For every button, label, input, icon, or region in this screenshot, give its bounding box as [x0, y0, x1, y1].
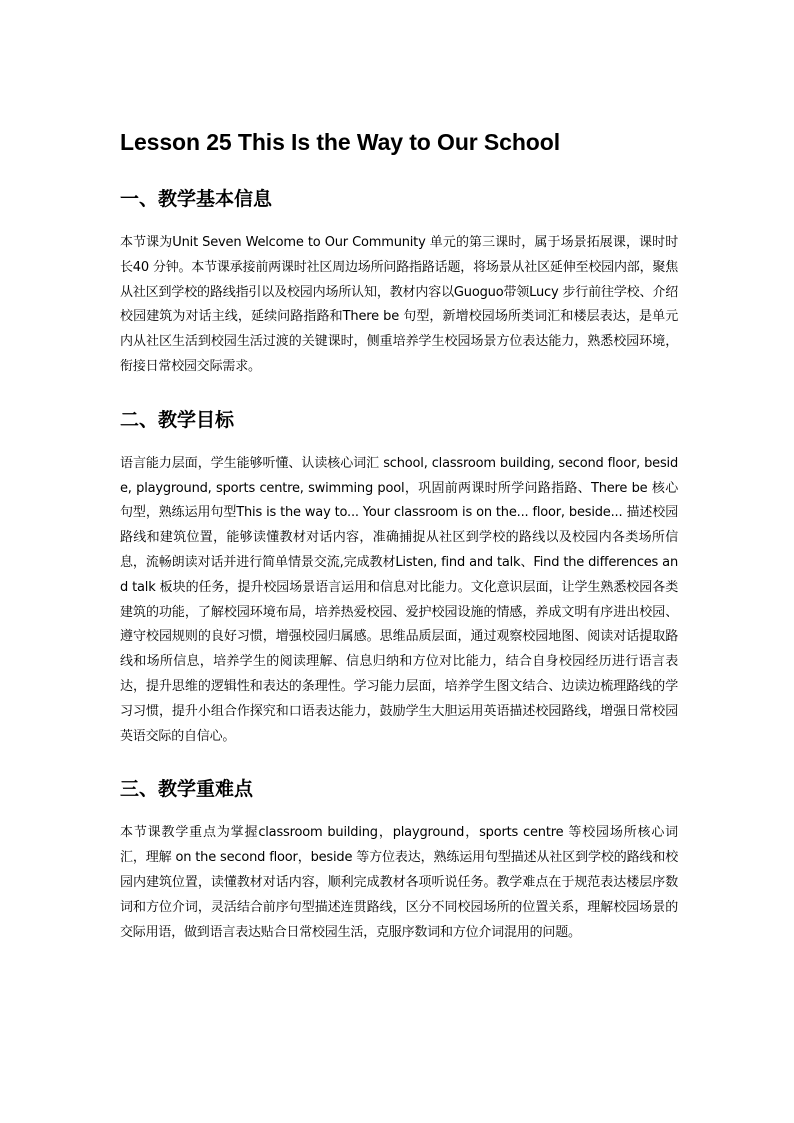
section-objectives [120, 406, 678, 750]
document-title: Lesson 25 This Is the Way to Our School [120, 129, 560, 155]
section-body-key-points: 本节课教学重点为掌握classroom building，playground，sports centre 等校园场所核心词汇，理解 on the second floor，beside 等方位表达，熟练运用句型描述从社区到学校的路线和校园内建筑位置，读懂教材对话内容，顺利完成教材各项听说任务。教学难点在于规范表达楼层序数词和方位介词，灵活结合前序句型描述连贯路线，区分不同校园场所的位置关系，理解校园场景的交际用语，做到语言表达贴合日常校园生活，克服序数词和方位介词混用的问题。 [120, 825, 678, 940]
section-basic-info [120, 185, 678, 380]
section-heading-basic-info: 一、教学基本信息 [120, 188, 273, 210]
section-heading-key-points: 三、教学重难点 [120, 778, 254, 801]
section-key-points [120, 775, 678, 945]
section-body-basic-info: 本节课为Unit Seven Welcome to Our Community 单元的第三课时，属于场景拓展课，课时时长40 分钟。本节课承接前两课时社区周边场所问路指路话题，将场景从社区延伸至校园内部，聚焦从社区到学校的路线指引以及校园内场所认知，教材内容以Guoguo带领Lucy 步行前往学校、介绍校园建筑为对话主线，延续问路指路和There be 句型，新增校园场所类词汇和楼层表达，是单元内从社区生活到校园生活过渡的关键课时，侧重培养学生校园场景方位表达能力，熟悉校园环境，衔接日常校园交际需求。 [120, 235, 678, 374]
section-heading-objectives: 二、教学目标 [120, 408, 235, 431]
section-body-objectives: 语言能力层面，学生能够听懂、认读核心词汇 school, classroom building, second floor, beside, playground, sports centre, swimming pool，巩固前两课时所学问路指路、There be 核心句型，熟练运用句型This is the way to... Your classroom is on the... floor, beside... 描述校园路线和建筑位置，能够读懂教材对话内容，准确捕捉从社区到学校的路线以及校园内各类场所信息，流畅朗读对话并进行简单情景交流,完成教材Listen, find and talk、Find the differences and talk 板块的任务，提升校园场景语言运用和信息对比能力。文化意识层面，让学生熟悉校园各类建筑的功能，了解校园环境布局，培养热爱校园、爱护校园设施的情感，养成文明有序进出校园、遵守校园规则的良好习惯，增强校园归属感。思维品质层面，通过观察校园地图、阅读对话提取路线和场所信息，培养学生的阅读理解、信息归纳和方位对比能力，结合自身校园经历进行语言表达，提升思维的逻辑性和表达的条理性。学习能力层面，培养学生图文结合、边读边梳理路线的学习习惯，提升小组合作探究和口语表达能力，鼓励学生大胆运用英语描述校园路线，增强日常校园英语交际的自信心。 [120, 455, 678, 744]
document-page [120, 126, 678, 945]
